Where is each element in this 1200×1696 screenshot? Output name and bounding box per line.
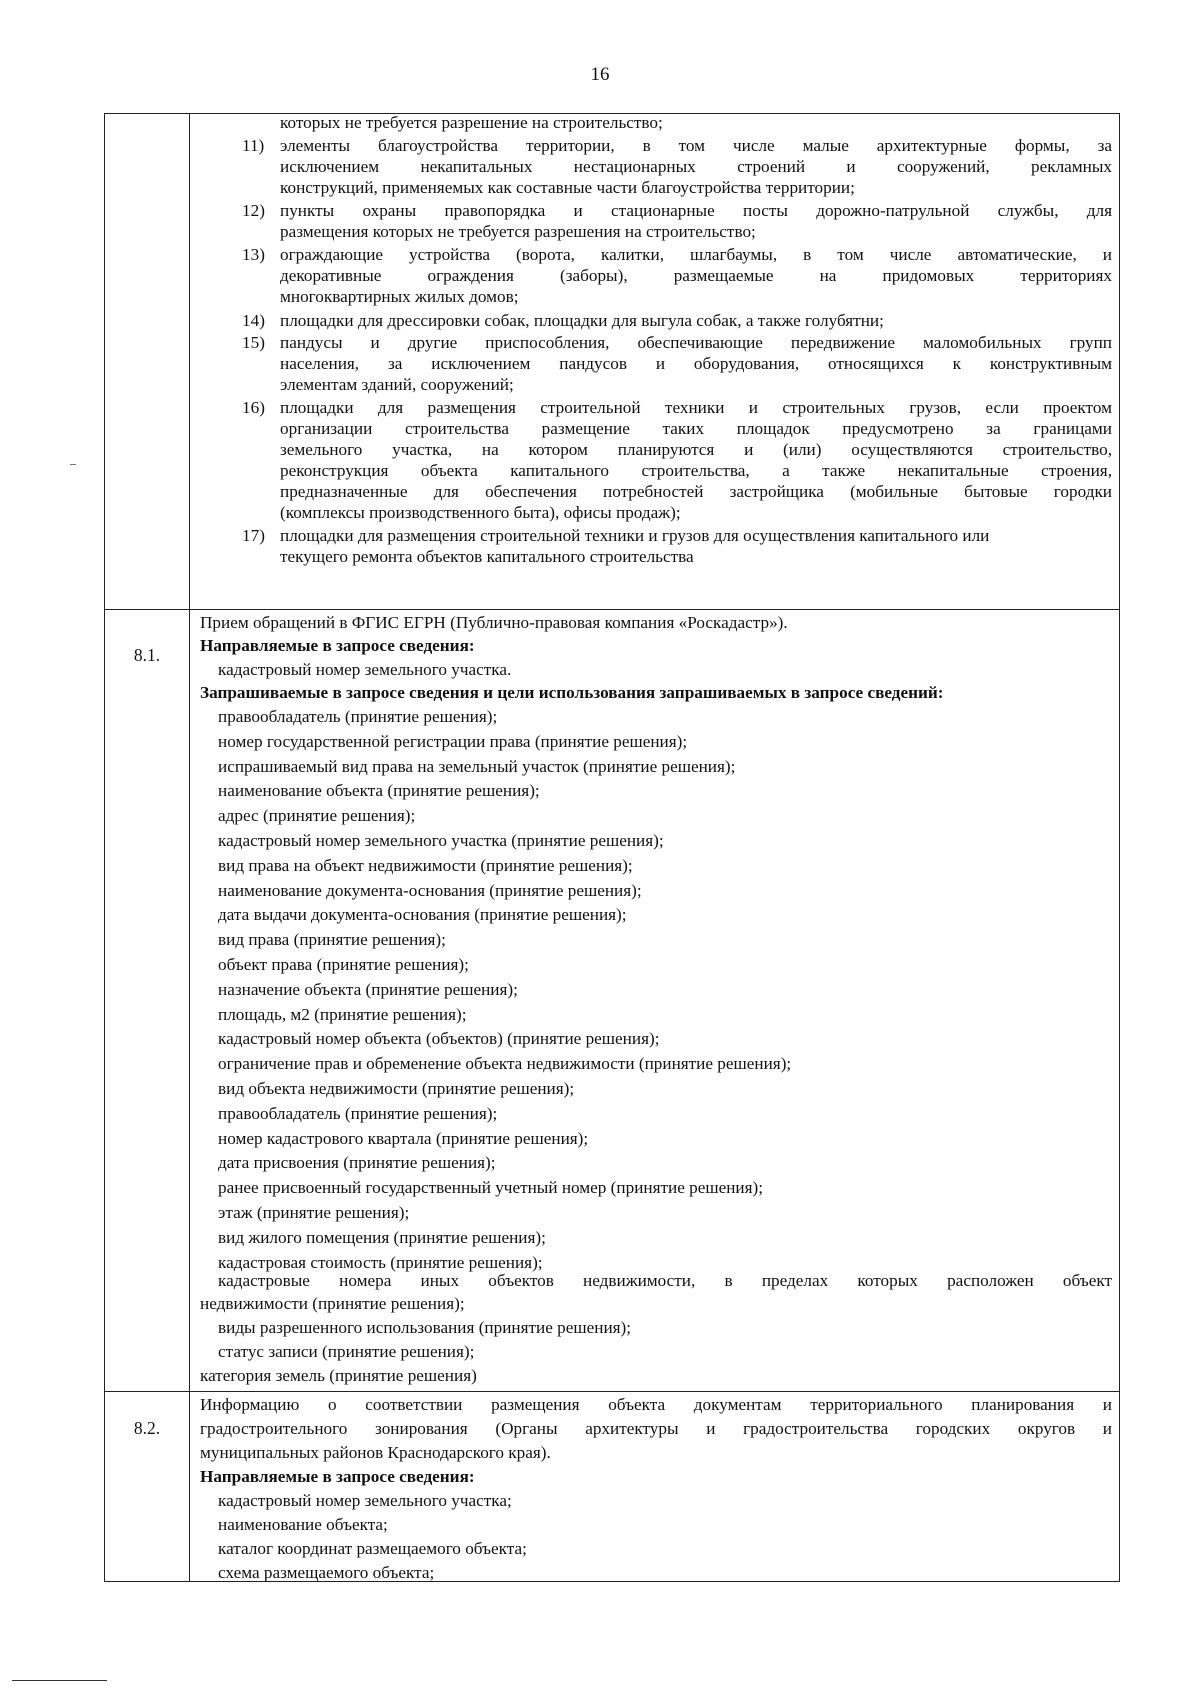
requested-item: номер государственной регистрации права (принятие решения); bbox=[218, 731, 688, 751]
item-line: пункты охраны правопорядка и стационарные посты дорожно-патрульной службы, для bbox=[280, 201, 1112, 220]
item-number: 13) bbox=[242, 245, 265, 264]
item-line: площадки для размещения строительной техники и грузов для осуществления капитального или bbox=[280, 526, 990, 545]
requested-item: кадастровая стоимость (принятие решения); bbox=[218, 1252, 543, 1272]
item-line: многоквартирных жилых домов; bbox=[280, 287, 519, 306]
row-number-8-1: 8.1. bbox=[133, 645, 161, 665]
footer-rule bbox=[12, 1680, 107, 1681]
item-line: пандусы и другие приспособления, обеспечивающие передвижение маломобильных групп bbox=[280, 333, 1112, 352]
wrapped-item-line: недвижимости (принятие решения); bbox=[200, 1294, 465, 1313]
column-divider bbox=[189, 114, 190, 1581]
item-line: площадки для размещения строительной техники и строительных грузов, если проектом bbox=[280, 398, 1112, 417]
item-line: текущего ремонта объектов капитального строительства bbox=[280, 547, 694, 566]
section-title-line: муниципальных районов Краснодарского края). bbox=[200, 1443, 551, 1462]
item-line: земельного участка, на котором планируются и (или) осуществляются строительство, bbox=[280, 440, 1112, 459]
requested-item: ранее присвоенный государственный учетный номер (принятие решения); bbox=[218, 1178, 764, 1198]
sent-item: кадастровый номер земельного участка. bbox=[218, 660, 512, 679]
requested-item: адрес (принятие решения); bbox=[218, 806, 416, 826]
requested-heading: Запрашиваемые в запросе сведения и цели использования запрашиваемых в запросе сведений: bbox=[200, 683, 944, 702]
sent-item: кадастровый номер земельного участка; bbox=[218, 1491, 512, 1510]
requested-item: объект права (принятие решения); bbox=[218, 955, 469, 974]
list-item: категория земель (принятие решения) bbox=[200, 1366, 477, 1385]
item-number: 17) bbox=[242, 526, 265, 545]
item-line: размещения которых не требуется разрешения на строительство; bbox=[280, 222, 756, 241]
requested-item: площадь, м2 (принятие решения); bbox=[218, 1004, 467, 1024]
requested-item: вид права на объект недвижимости (принятие решения); bbox=[218, 855, 633, 875]
item-number: 15) bbox=[242, 333, 265, 352]
requested-item: этаж (принятие решения); bbox=[218, 1203, 410, 1222]
requested-item: испрашиваемый вид права на земельный участок (принятие решения); bbox=[218, 756, 736, 776]
item-line: конструкций, применяемых как составные части благоустройства территории; bbox=[280, 178, 855, 197]
item-number: 16) bbox=[242, 398, 265, 417]
sent-item: схема размещаемого объекта; bbox=[218, 1563, 435, 1582]
sent-item: каталог координат размещаемого объекта; bbox=[218, 1539, 527, 1558]
item-line: элементы благоустройства территории, в том числе малые архитектурные формы, за bbox=[280, 136, 1112, 155]
requested-item: дата присвоения (принятие решения); bbox=[218, 1153, 496, 1173]
wrapped-item-line: кадастровые номера иных объектов недвижимости, в пределах которых расположен объект bbox=[218, 1271, 1112, 1290]
item-line: ограждающие устройства (ворота, калитки, шлагбаумы, в том числе автоматические, и bbox=[280, 245, 1112, 264]
item-line: (комплексы производственного быта), офисы продаж); bbox=[280, 503, 681, 522]
item-line: декоративные ограждения (заборы), размещаемые на придомовых территориях bbox=[280, 266, 1112, 285]
row-divider bbox=[105, 609, 1119, 610]
row-number-8-2: 8.2. bbox=[133, 1418, 161, 1438]
item-line: площадки для дрессировки собак, площадки для выгула собак, а также голубятни; bbox=[280, 311, 884, 330]
requested-item: вид жилого помещения (принятие решения); bbox=[218, 1227, 546, 1247]
requested-item: вид права (принятие решения); bbox=[218, 930, 446, 950]
item-line: предназначенные для обеспечения потребностей застройщика (мобильные бытовые городки bbox=[280, 482, 1112, 501]
margin-mark bbox=[70, 464, 76, 465]
item-line: исключением некапитальных нестационарных строений и сооружений, рекламных bbox=[280, 157, 1112, 176]
item-line: реконструкция объекта капитального строительства, а также некапитальные строения, bbox=[280, 461, 1112, 480]
requested-item: правообладатель (принятие решения); bbox=[218, 1103, 498, 1123]
item-number: 11) bbox=[242, 136, 265, 155]
requested-item: кадастровый номер объекта (объектов) (принятие решения); bbox=[218, 1029, 660, 1049]
section-title-line: градостроительного зонирования (Органы архитектуры и градостроительства городских округов и bbox=[200, 1419, 1112, 1438]
item-line: организации строительства размещение таких площадок предусмотрено за границами bbox=[280, 419, 1112, 438]
item-number: 12) bbox=[242, 201, 265, 220]
list-item: статус записи (принятие решения); bbox=[218, 1342, 475, 1361]
requested-item: правообладатель (принятие решения); bbox=[218, 707, 498, 726]
requested-item: вид объекта недвижимости (принятие решения); bbox=[218, 1079, 575, 1098]
requested-item: назначение объекта (принятие решения); bbox=[218, 979, 518, 999]
page-number: 16 bbox=[590, 64, 610, 85]
sent-heading: Направляемые в запросе сведения: bbox=[200, 636, 475, 655]
requested-item: наименование документа-основания (принятие решения); bbox=[218, 880, 642, 900]
requested-item: номер кадастрового квартала (принятие решения); bbox=[218, 1128, 589, 1148]
services-table bbox=[104, 113, 1120, 1582]
sent-item: наименование объекта; bbox=[218, 1515, 388, 1534]
intro-tail: которых не требуется разрешение на строительство; bbox=[280, 113, 663, 132]
requested-item: наименование объекта (принятие решения); bbox=[218, 781, 540, 801]
section-title: Прием обращений в ФГИС ЕГРН (Публично-правовая компания «Роскадастр»). bbox=[200, 613, 788, 632]
requested-item: кадастровый номер земельного участка (принятие решения); bbox=[218, 831, 664, 850]
requested-item: ограничение прав и обременение объекта недвижимости (принятие решения); bbox=[218, 1054, 792, 1074]
requested-item: дата выдачи документа-основания (принятие решения); bbox=[218, 905, 627, 925]
item-line: населения, за исключением пандусов и оборудования, относящихся к конструктивным bbox=[280, 354, 1112, 373]
sent-heading: Направляемые в запросе сведения: bbox=[200, 1467, 475, 1486]
item-number: 14) bbox=[242, 311, 265, 330]
row-divider bbox=[105, 1391, 1119, 1392]
section-title-line: Информацию о соответствии размещения объекта документам территориального планирования и bbox=[200, 1395, 1112, 1414]
item-line: элементам зданий, сооружений; bbox=[280, 375, 514, 394]
list-item: виды разрешенного использования (принятие решения); bbox=[218, 1318, 632, 1337]
